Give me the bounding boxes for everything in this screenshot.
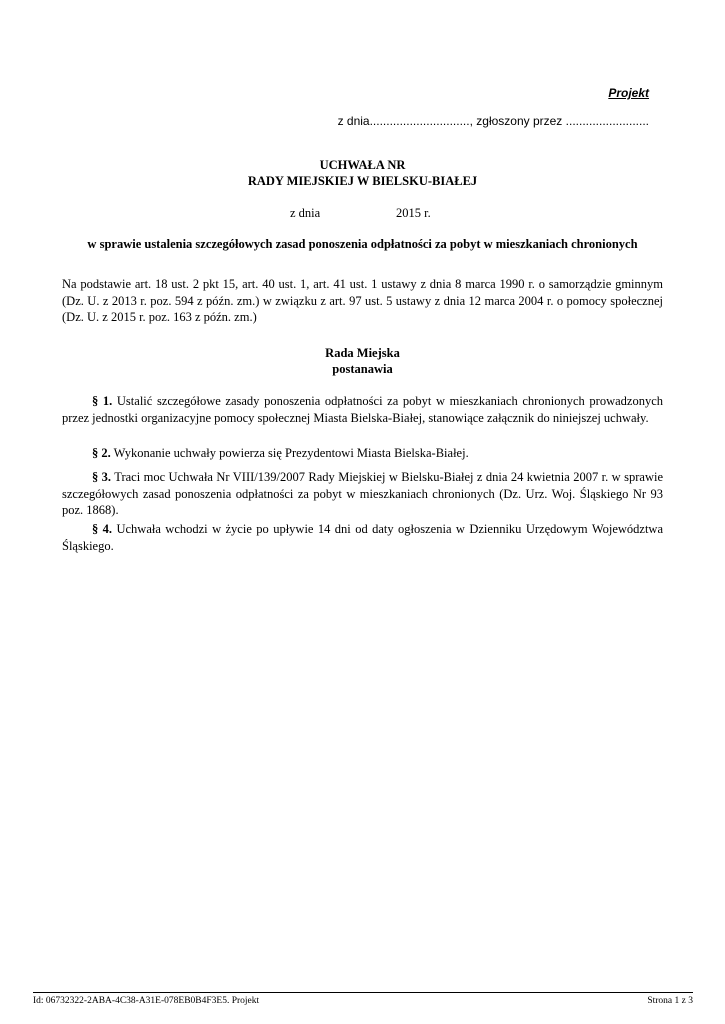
resolution-title [62, 157, 663, 189]
date-year: 2015 r. [396, 206, 431, 220]
paragraph-2-text: Wykonanie uchwały powierza się Prezydentowi Miasta Bielska-Białej. [113, 446, 469, 460]
paragraph-2-number: § 2. [92, 446, 111, 460]
paragraph-3 [62, 469, 663, 519]
paragraph-1-text: Ustalić szczegółowe zasady ponoszenia odpłatności za pobyt w mieszkaniach chronionych prowadzonych przez jednostki organizacyjne pomocy społecznej Miasta Bielska-Białej, stanowiące załącznik do niniejszej uchwały. [62, 394, 664, 425]
title-line-1: UCHWAŁA NR [319, 158, 406, 172]
paragraph-2 [62, 445, 663, 462]
paragraph-1 [62, 393, 663, 426]
footer-divider [33, 992, 693, 993]
title-line-2: RADY MIEJSKIEJ W BIELSKU-BIAŁEJ [247, 174, 478, 188]
submitted-line: z dnia.............................., zgłoszony przez ......................... [337, 114, 649, 128]
paragraph-4 [62, 521, 663, 554]
paragraph-1-number: § 1. [92, 394, 113, 408]
footer-page-number: Strona 1 z 3 [647, 996, 693, 1006]
footer-document-id: Id: 06732322-2ABA-4C38-A31E-078EB0B4F3E5. Projekt [33, 996, 260, 1006]
council-verb: postanawia [332, 362, 393, 376]
date-label: z dnia [290, 206, 321, 220]
council-name: Rada Miejska [325, 346, 400, 360]
paragraph-3-number: § 3. [92, 470, 112, 484]
resolution-subject: w sprawie ustalenia szczegółowych zasad ponoszenia odpłatności za pobyt w mieszkaniach chronionych [87, 237, 638, 251]
council-decision [62, 345, 663, 377]
paragraph-3-text: Traci moc Uchwała Nr VIII/139/2007 Rady Miejskiej w Bielsku-Białej z dnia 24 kwietnia 2007 r. w sprawie szczegółowych zasad ponoszenia odpłatności za pobyt w mieszkaniach chronionych (Dz. Urz. Woj. Śląskiego Nr 93 poz. 1868). [62, 470, 663, 517]
paragraph-4-text: Uchwała wchodzi w życie po upływie 14 dni od daty ogłoszenia w Dzienniku Urzędowym Województwa Śląskiego. [62, 522, 664, 553]
paragraph-4-number: § 4. [92, 522, 113, 536]
legal-basis: Na podstawie art. 18 ust. 2 pkt 15, art. 40 ust. 1, art. 41 ust. 1 ustawy z dnia 8 marca 1990 r. o samorządzie gminnym (Dz. U. z 2013 r. poz. 594 z późn. zm.) w związku z art. 97 ust. 5 ustawy z dnia 12 marca 2004 r. o pomocy społecznej (Dz. U. z 2015 r. poz. 163 z późn. zm.) [62, 277, 663, 324]
projekt-label: Projekt [608, 86, 649, 100]
